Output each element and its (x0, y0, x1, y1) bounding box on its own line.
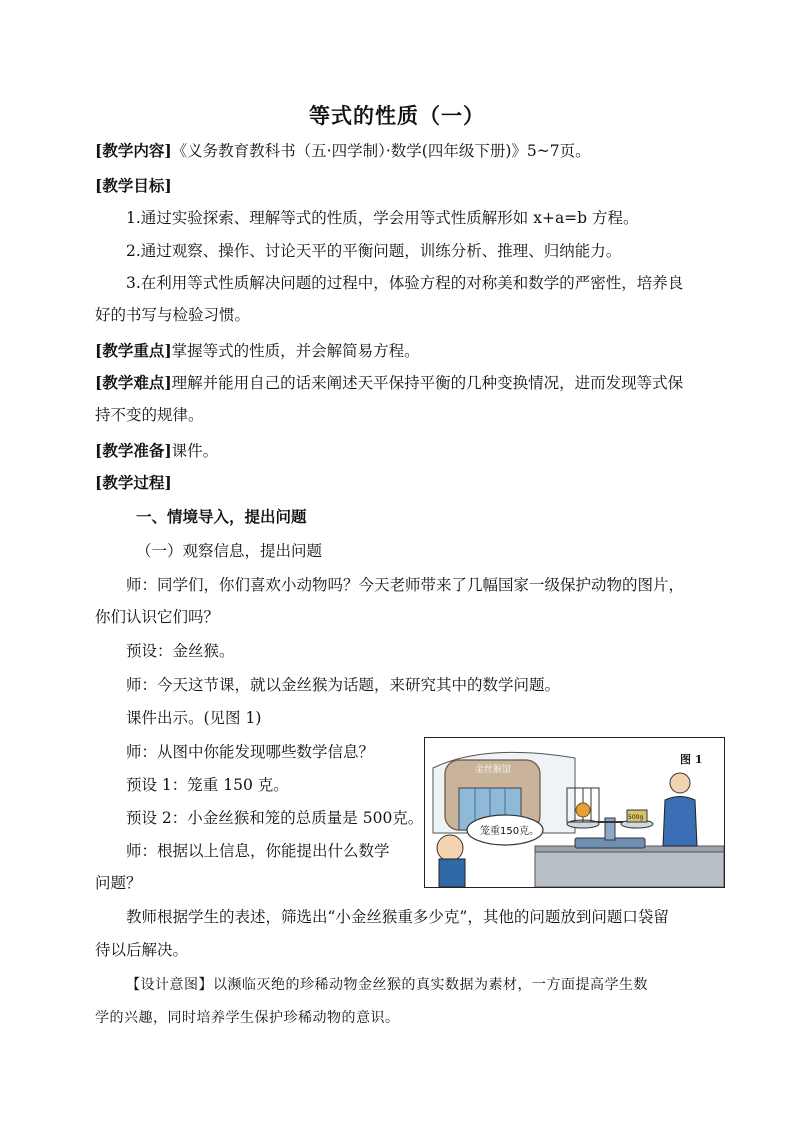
teacher-coat (663, 797, 697, 847)
objective-3-line1: 3.在利用等式性质解决问题的过程中，体验方程的对称美和数学的严密性，培养良 (126, 274, 684, 292)
figure-1 (424, 737, 725, 888)
difficulty-label: [教学难点] (95, 373, 172, 392)
objectives-label: [教学目标] (95, 176, 172, 195)
preset-line-2: 预设 1：笼重 150 克。 (126, 776, 289, 794)
teacher-line-4a: 师：根据以上信息，你能提出什么数学 (126, 842, 390, 860)
content-label: [教学内容] (95, 141, 172, 160)
objective-2: 2.通过观察、操作、讨论天平的平衡问题，训练分析、推理、归纳能力。 (126, 242, 622, 260)
figure-illustration (425, 738, 724, 887)
design-note-line2: 学的兴趣，同时培养学生保护珍稀动物的意识。 (95, 1010, 400, 1026)
difficulty-text: 理解并能用自己的话来阐述天平保持平衡的几种变换情况，进而发现等式保 (171, 374, 684, 392)
monkey-icon (576, 803, 590, 817)
key-point-text: 掌握等式的性质，并会解简易方程。 (171, 342, 420, 360)
objective-3-line2: 好的书写与检验习惯。 (95, 306, 251, 324)
teacher-line-1a: 师：同学们，你们喜欢小动物吗？今天老师带来了几幅国家一级保护动物的图片， (126, 576, 685, 594)
preparation-label: [教学准备] (95, 441, 172, 460)
preset-line-1: 预设：金丝猴。 (126, 642, 235, 660)
design-note-line1: 【设计意图】以濒临灭绝的珍稀动物金丝猴的真实数据为素材，一方面提高学生数 (126, 977, 648, 993)
building-sign: 金丝猴馆 (475, 765, 512, 775)
teacher-line-5a: 教师根据学生的表述，筛选出“小金丝猴重多少克”，其他的问题放到问题口袋留 (126, 908, 669, 926)
boy-head (437, 835, 463, 861)
teacher-line-5b: 待以后解决。 (95, 941, 189, 959)
teacher-line-3: 师：从图中你能发现哪些数学信息？ (126, 743, 375, 761)
key-point-label: [教学重点] (95, 341, 172, 360)
subsection-heading: （一）观察信息，提出问题 (136, 542, 323, 560)
objective-1: 1.通过实验探索、理解等式的性质，学会用等式性质解形如 x+a=b 方程。 (126, 209, 639, 227)
boy-body (439, 859, 465, 887)
page-title: 等式的性质（一） (309, 103, 485, 128)
difficulty-line2: 持不变的规律。 (95, 406, 204, 424)
table (535, 850, 724, 887)
difficulty-line1 (95, 372, 683, 394)
figure-label: 图 1 (680, 753, 703, 766)
speech-bubble-text: 笼重150克。 (480, 826, 540, 837)
teacher-head (670, 773, 690, 793)
teacher-line-2: 师：今天这节课，就以金丝猴为话题，来研究其中的数学问题。 (126, 676, 561, 694)
process-label: [教学过程] (95, 473, 172, 492)
teacher-line-4b: 问题？ (95, 874, 142, 892)
weight-label: 500g (628, 814, 644, 821)
courseware-line: 课件出示。(见图 1) (126, 709, 262, 727)
key-point-line (95, 340, 420, 362)
content-line (95, 140, 591, 162)
content-text: 《义务教育教科书（五·四学制）·数学(四年级下册)》5~7页。 (171, 142, 591, 160)
preparation-line (95, 440, 218, 462)
section-heading: 一、情境导入，提出问题 (136, 507, 307, 526)
preset-line-3: 预设 2：小金丝猴和笼的总质量是 500克。 (126, 809, 424, 827)
preparation-text: 课件。 (171, 442, 219, 460)
teacher-line-1b: 你们认识它们吗？ (95, 608, 220, 626)
